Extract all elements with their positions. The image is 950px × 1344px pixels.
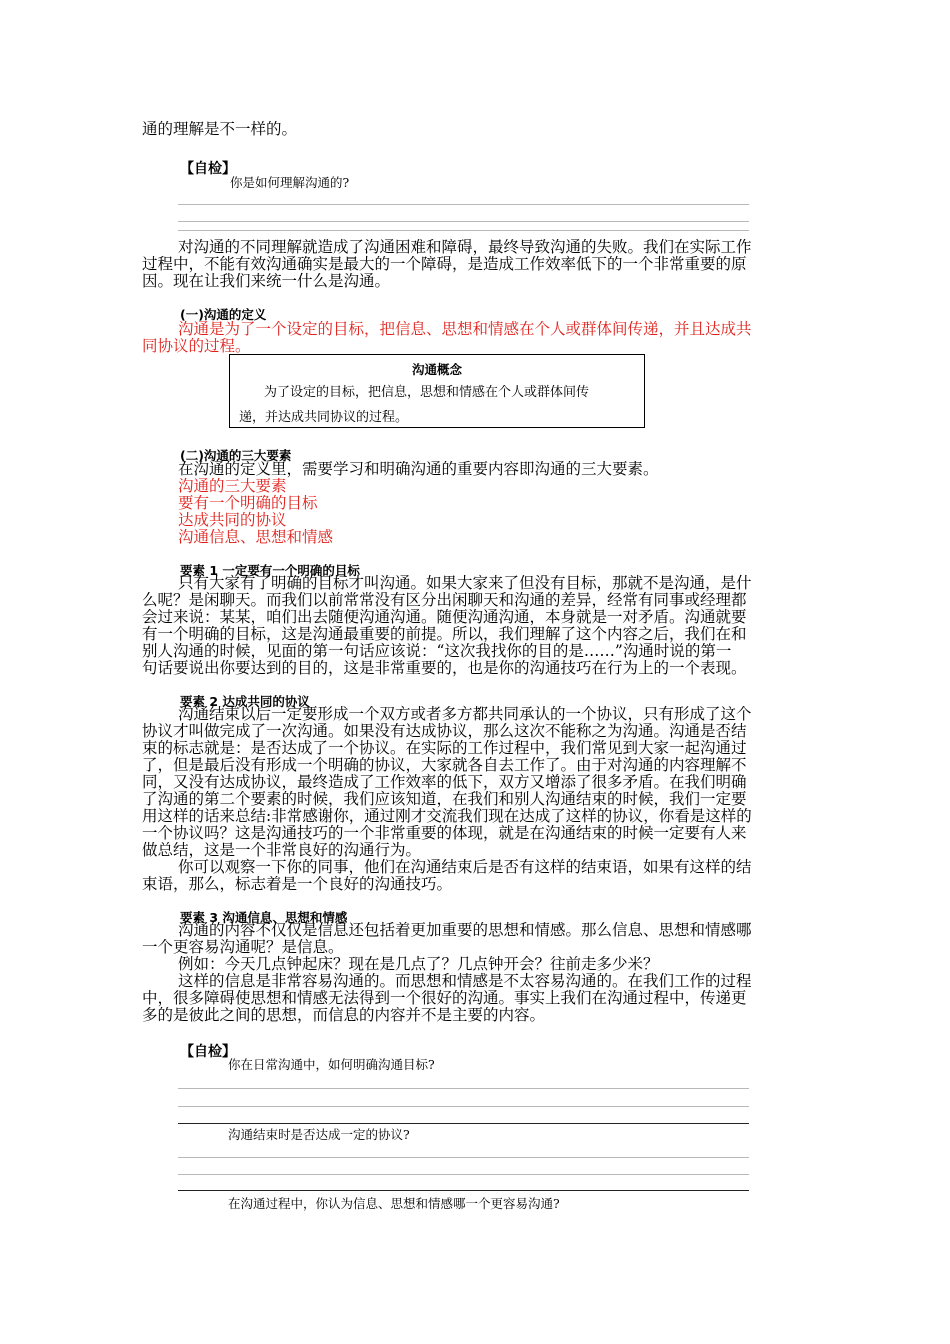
answer-line xyxy=(178,1123,749,1124)
paragraph-line: 别人沟通的时候，见面的第一句话应该说：“这次我找你的目的是……”沟通时说的第一 xyxy=(142,642,732,660)
self-check-question: 你在日常沟通中，如何明确沟通目标? xyxy=(228,1057,435,1072)
concept-box-text: 递，并达成共同协议的过程。 xyxy=(239,410,409,425)
self-check-question: 在沟通过程中，你认为信息、思想和情感哪一个更容易沟通? xyxy=(228,1196,560,1211)
section-heading: (二)沟通的三大要素 xyxy=(180,448,292,463)
element-heading: 要素 2 达成共同的协议 xyxy=(180,694,310,709)
paragraph-line: 过程中，不能有效沟通确实是最大的一个障碍，是造成工作效率低下的一个非常重要的原 xyxy=(142,255,747,273)
paragraph-line: 了沟通的第二个要素的时候，我们应该知道，在我们和别人沟通结束的时候，我们一定要 xyxy=(142,790,747,808)
paragraph-line: 沟通的内容不仅仅是信息还包括着更加重要的思想和情感。那么信息、思想和情感哪 xyxy=(178,921,752,939)
intro-tail-text: 通的理解是不一样的。 xyxy=(142,120,298,138)
self-check-question: 沟通结束时是否达成一定的协议? xyxy=(228,1127,410,1142)
answer-line xyxy=(178,1174,749,1175)
element-heading: 要素 3 沟通信息、思想和情感 xyxy=(180,910,348,925)
paragraph-line: 中，很多障碍使思想和情感无法得到一个很好的沟通。事实上我们在沟通过程中，传递更 xyxy=(142,989,747,1007)
paragraph-line: 多的是彼此之间的思想，而信息的内容并不是主要的内容。 xyxy=(142,1006,546,1024)
concept-box xyxy=(229,354,645,428)
answer-line xyxy=(178,1106,749,1107)
paragraph-line: 束的标志就是：是否达成了一个协议。在实际的工作过程中，我们常见到大家一起沟通过 xyxy=(142,739,747,757)
red-list-item: 达成共同的协议 xyxy=(178,511,287,529)
answer-line xyxy=(178,230,749,231)
red-list-item: 沟通信息、思想和情感 xyxy=(178,528,334,546)
answer-line xyxy=(178,221,749,222)
red-list-item: 要有一个明确的目标 xyxy=(178,494,318,512)
self-check-label: 【自检】 xyxy=(180,1044,236,1060)
self-check-question: 你是如何理解沟通的? xyxy=(230,175,350,190)
paragraph-line: 协议才叫做完成了一次沟通。如果没有达成协议，那么这次不能称之为沟通。沟通是否结 xyxy=(142,722,747,740)
paragraph-line: 有一个明确的目标，这是沟通最重要的前提。所以，我们理解了这个内容之后，我们在和 xyxy=(142,625,747,643)
self-check-label: 【自检】 xyxy=(180,161,236,177)
answer-line xyxy=(178,1190,749,1191)
paragraph-line: 只有大家有了明确的目标才叫沟通。如果大家来了但没有目标，那就不是沟通，是什 xyxy=(178,574,752,592)
answer-line xyxy=(178,1157,749,1158)
paragraph-line: 会过来说：某某，咱们出去随便沟通沟通。随便沟通沟通，本身就是一对矛盾。沟通就要 xyxy=(142,608,747,626)
concept-box-title: 沟通概念 xyxy=(411,362,462,377)
paragraph-line: 一个更容易沟通呢？是信息。 xyxy=(142,938,344,956)
element-heading: 要素 1 一定要有一个明确的目标 xyxy=(180,563,360,578)
definition-text: 同协议的过程。 xyxy=(142,337,251,355)
paragraph-line: 因。现在让我们来统一什么是沟通。 xyxy=(142,272,391,290)
answer-line xyxy=(178,204,749,205)
paragraph-line: 了，但是最后没有形成一个明确的协议，大家就各自去工作了。由于对沟通的内容理解不 xyxy=(142,756,747,774)
section-heading: (一)沟通的定义 xyxy=(180,307,267,322)
paragraph-line: 同，又没有达成协议，最终造成了工作效率的低下，双方又增添了很多矛盾。在我们明确 xyxy=(142,773,747,791)
paragraph-line: 这样的信息是非常容易沟通的。而思想和情感是不太容易沟通的。在我们工作的过程 xyxy=(178,972,752,990)
paragraph-line: 对沟通的不同理解就造成了沟通困难和障碍，最终导致沟通的失败。我们在实际工作 xyxy=(178,238,752,256)
paragraph-line: 用这样的话来总结:非常感谢你，通过刚才交流我们现在达成了这样的协议，你看是这样的 xyxy=(142,807,752,825)
paragraph-line: 做总结，这是一个非常良好的沟通行为。 xyxy=(142,841,422,859)
concept-box-text: 为了设定的目标，把信息，思想和情感在个人或群体间传 xyxy=(264,385,590,400)
paragraph-line: 沟通结束以后一定要形成一个双方或者多方都共同承认的一个协议，只有形成了这个 xyxy=(178,705,752,723)
definition-text: 沟通是为了一个设定的目标，把信息、思想和情感在个人或群体间传递，并且达成共 xyxy=(178,320,752,338)
paragraph-line: 么呢？是闲聊天。而我们以前常常没有区分出闲聊天和沟通的差异，经常有同事或经理都 xyxy=(142,591,747,609)
red-list-item: 沟通的三大要素 xyxy=(178,477,287,495)
answer-line xyxy=(178,1088,749,1089)
paragraph-line: 例如：今天几点钟起床？现在是几点了？几点钟开会？往前走多少米？ xyxy=(178,955,659,973)
paragraph-line: 你可以观察一下你的同事，他们在沟通结束后是否有这样的结束语，如果有这样的结 xyxy=(178,858,752,876)
paragraph-line: 束语，那么，标志着是一个良好的沟通技巧。 xyxy=(142,875,453,893)
paragraph-line: 在沟通的定义里，需要学习和明确沟通的重要内容即沟通的三大要素。 xyxy=(178,460,659,478)
paragraph-line: 一个协议吗？这是沟通技巧的一个非常重要的体现，就是在沟通结束的时候一定要有人来 xyxy=(142,824,747,842)
paragraph-line: 句话要说出你要达到的目的，这是非常重要的，也是你的沟通技巧在行为上的一个表现。 xyxy=(142,659,747,677)
